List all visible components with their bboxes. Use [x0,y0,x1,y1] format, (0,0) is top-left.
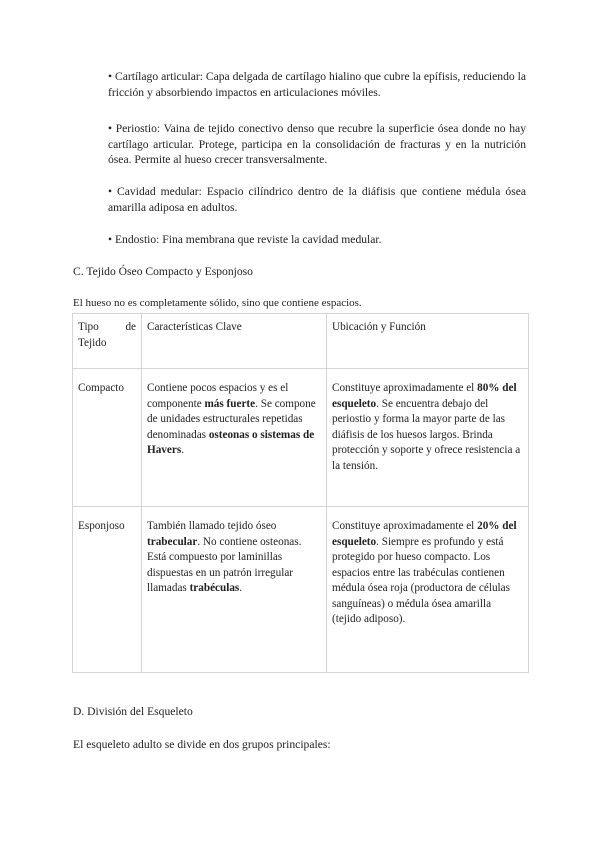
location-text: . Siempre es profundo y está protegido por hueso compacto. Los espacios entre las trabéculas contienen médula ósea roja (productora de células sanguíneas) o médula ósea amarilla (tejido adiposo). [332,535,510,625]
header-cell-tipo: Tipo de Tejido [73,314,142,369]
features-bold: trabecular [147,535,198,548]
features-cell [142,507,327,673]
location-cell [327,507,529,673]
bullet-cavidad-medular: • Cavidad medular: Espacio cilíndrico dentro de la diáfisis que contiene médula ósea amarilla adiposa en adultos. [108,185,526,214]
table-row [73,507,529,673]
header-cell-caracteristicas: Características Clave [142,314,327,369]
table-header-row [73,314,529,369]
features-text: . [181,444,184,456]
bone-tissue-table [72,313,529,673]
header-cell-ubicacion: Ubicación y Función [327,314,529,369]
table-row [73,369,529,507]
section-c-heading: C. Tejido Óseo Compacto y Esponjoso [73,265,253,278]
features-bold: trabéculas [189,582,240,594]
features-bold: más fuerte [204,397,256,410]
section-d-intro: El esqueleto adulto se divide en dos grupos principales: [73,738,331,751]
location-text: . Se encuentra debajo del periostio y forma la mayor parte de las diáfisis de los huesos largos. Brinda protección y soporte y ofrece resistencia a la tensión. [332,397,521,472]
location-bold: 20% del esqueleto [332,520,517,548]
features-text: . [239,582,243,594]
bullet-cartilago-articular: • Cartílago articular: Capa delgada de cartílago hialino que cubre la epífisis, reduciendo la fricción y absorbiendo impactos en articulaciones móviles. [108,70,526,99]
features-bold: osteonas o sistemas de Havers [147,428,315,456]
tissue-type-cell: Compacto [73,369,142,507]
features-text: . Se compone de unidades estructurales repetidas denominadas [147,397,316,441]
features-text: . No contiene osteonas. Está compuesto por laminillas dispuestas en un patrón irregular llamadas [147,535,302,594]
location-bold: 80% del esqueleto [332,382,517,410]
tissue-type-cell: Esponjoso [73,507,142,673]
bullet-periostio: • Periostio: Vaina de tejido conectivo denso que recubre la superficie ósea donde no hay cartílago articular. Protege, participa en la consolidación de fracturas y en la nutrición ósea. Permite al hueso crecer transversalmente. [108,122,526,166]
features-text: Contiene pocos espacios y es el componente [147,382,289,410]
bullet-endostio: • Endostio: Fina membrana que reviste la cavidad medular. [108,233,382,246]
location-text: Constituye aproximadamente el [332,382,478,394]
features-cell [142,369,327,507]
section-c-intro: El hueso no es completamente sólido, sino que contiene espacios. [73,297,362,309]
features-text: También llamado tejido óseo [147,520,277,532]
location-cell [327,369,529,507]
section-d-heading: D. División del Esqueleto [73,705,193,718]
location-text: Constituye aproximadamente el [332,520,478,532]
